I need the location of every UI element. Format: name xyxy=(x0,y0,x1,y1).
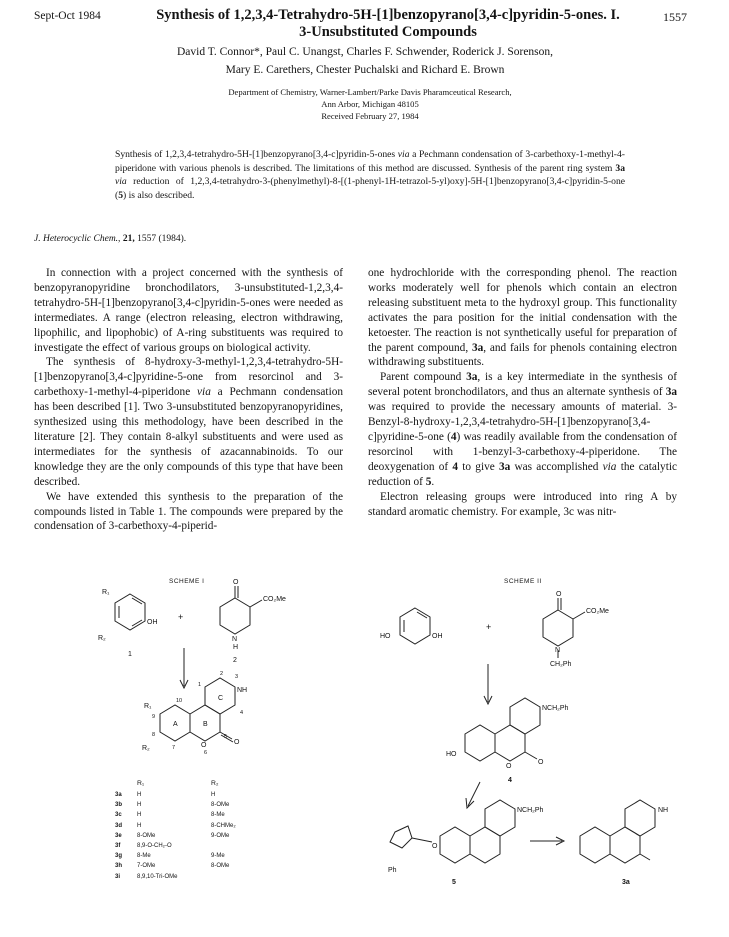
compound-4-ring-a xyxy=(465,725,495,761)
table-cell: H xyxy=(137,812,142,819)
received-date: Received February 27, 1984 xyxy=(321,111,419,121)
paragraph: Electron releasing groups were introduced into ring A by standard aromatic chemistry. For example, 3c was nitr- xyxy=(368,490,677,518)
affiliation-line-1: Department of Chemistry, Warner-Lambert/Parke Davis Pharamceutical Research, xyxy=(228,87,512,97)
position-7: 7 xyxy=(172,745,176,751)
position-4: 4 xyxy=(240,710,244,716)
position-2: 2 xyxy=(220,671,224,677)
label-oh: OH xyxy=(147,619,158,626)
scheme-2-diagram xyxy=(370,586,700,886)
table-cell: 8-OMe xyxy=(211,802,230,809)
bond xyxy=(250,600,262,607)
paragraph-text: one hydrochloride with the corresponding phenol. The reaction works moderately well for phenols which contain an electron releasing substituent meta to the hydroxyl group. This functionality activates the para position for the initial condensation with the ketoester. The reaction is not synthetically useful for preparation of the parent compound, xyxy=(368,267,677,354)
piperidone-ring xyxy=(543,610,573,646)
table-header-cell: R₁ xyxy=(137,779,145,787)
table-cell: H xyxy=(211,792,216,799)
body-column-left xyxy=(34,266,343,534)
bond xyxy=(573,612,585,619)
compound-id: 3a xyxy=(115,792,122,799)
label-nch2ph: NCH₂Ph xyxy=(542,705,569,712)
table-cell: H xyxy=(137,822,142,829)
table-row xyxy=(115,790,295,800)
table-cell: 9-OMe xyxy=(211,832,230,839)
compound-id: 3h xyxy=(115,863,123,870)
abstract-text: ) is also described. xyxy=(123,189,195,201)
position-8: 8 xyxy=(152,732,156,738)
label-oh: OH xyxy=(432,633,443,640)
table-cell: 9-Me xyxy=(211,853,225,860)
abstract-text: a Pechmann condensation of 3-carbethoxy-1-methyl-4-piperidone with various phenols is described. The limitations of this method are discussed. Synthesis of the parent ring system xyxy=(115,149,625,174)
label-ph: Ph xyxy=(388,867,397,874)
paragraph-text: via xyxy=(197,386,211,399)
label-o: O xyxy=(233,579,239,586)
label-o-ether: O xyxy=(432,843,438,850)
label-r2: R₂ xyxy=(98,635,106,642)
label-ho: HO xyxy=(380,633,391,640)
paragraph-text: ) was readily available from the condensation of resorcinol with 1-benzyl-3-carbethoxy-4-piperidone. The deoxygenation of xyxy=(368,430,678,473)
table-row xyxy=(115,810,295,820)
paragraph-text: , and fails for phenols containing electron withdrawing substituents. xyxy=(368,341,677,369)
compound-4-label: 4 xyxy=(508,777,512,784)
label-ch2ph: CH₂Ph xyxy=(550,661,572,668)
compound-5-label: 5 xyxy=(452,879,456,886)
ring-a-label: A xyxy=(173,721,178,728)
paragraph-text: was required to provide the necessary amounts of material. 3-Benzyl-8-hydroxy-1,2,3,4-tetrahydro-5H-[1]benzopyrano[3,4-c]pyridine-5-one ( xyxy=(368,401,677,443)
abstract-via: via xyxy=(115,176,127,188)
position-9: 9 xyxy=(152,714,156,720)
position-6: 6 xyxy=(204,750,208,756)
compound-3a-ring-b xyxy=(610,827,640,863)
table-row xyxy=(115,831,295,841)
substituent-table xyxy=(115,776,295,882)
compound-ref: 3a xyxy=(615,162,625,174)
label-n: N xyxy=(555,647,561,654)
reaction-arrow xyxy=(468,782,480,806)
bond xyxy=(417,612,427,618)
compound-id: 3e xyxy=(115,832,122,839)
table-cell: 8-OMe xyxy=(137,832,156,839)
table-cell: 8-Me xyxy=(137,853,151,860)
plus-sign: + xyxy=(178,612,184,622)
paragraph-text: via xyxy=(602,460,617,473)
compound-ref: 3a xyxy=(466,371,478,384)
table-row xyxy=(115,872,295,882)
position-3: 3 xyxy=(235,674,239,680)
paragraph-text: to give xyxy=(458,460,499,473)
label-o-carbonyl: O xyxy=(234,739,240,746)
compound-ref: 3a xyxy=(471,341,484,354)
label-co2me: CO₂Me xyxy=(586,608,609,615)
table-header xyxy=(115,776,295,790)
affiliation-line-2: Ann Arbor, Michigan 48105 xyxy=(321,99,419,109)
compound-ref: 4 xyxy=(450,430,457,443)
table-row xyxy=(115,821,295,831)
bond xyxy=(412,838,432,842)
label-o: O xyxy=(556,591,562,598)
label-o-ring: O xyxy=(506,763,512,770)
paragraph: We have extended this synthesis to the preparation of the compounds listed in Table 1. The compounds were prepared by the condensation of 3-carbethoxy-4-piperid- xyxy=(34,490,343,533)
paper-title: Synthesis of 1,2,3,4-Tetrahydro-5H-[1]benzopyrano[3,4-c]pyridin-5-ones. I. xyxy=(156,7,620,23)
paragraph-text: The synthesis of 8-hydroxy-3-methyl-1,2,3,4-tetrahydro-5H-[1]benzopyrano[3,4-c]pyridine-5-one from resorcinol and 3-carbethoxy-1-methyl-4-piperidone xyxy=(34,356,343,399)
compound-1-label: 1 xyxy=(128,651,132,658)
bond xyxy=(132,620,142,626)
abstract-via: via xyxy=(397,149,410,160)
table-cell: 8-CHMe₂ xyxy=(211,822,236,829)
label-o-carbonyl: O xyxy=(538,759,544,766)
compound-3a-ring-a xyxy=(580,827,610,863)
ring-b-label: B xyxy=(203,721,208,728)
compound-id: 3b xyxy=(115,802,123,809)
table-cell: 8-Me xyxy=(211,812,225,819)
compound-id: 3c xyxy=(115,812,122,819)
label-r1-product: R₁ xyxy=(144,703,152,710)
compound-ref: 3a xyxy=(498,460,511,473)
ring-c-label: C xyxy=(218,695,224,702)
table-cell: 7-OMe xyxy=(137,863,156,870)
compound-5-ring-a xyxy=(440,827,470,863)
abstract xyxy=(115,148,625,202)
compound-5-ring-b xyxy=(470,827,500,863)
label-ho-4: HO xyxy=(446,751,457,758)
position-5: 5 xyxy=(224,734,228,740)
paragraph xyxy=(34,355,343,489)
paragraph-text: the catalytic reduction of xyxy=(368,460,677,488)
running-date: Sept-Oct 1984 xyxy=(34,10,101,22)
compound-4-ring-c xyxy=(510,698,540,734)
paragraph-text: . xyxy=(431,475,435,488)
label-r1: R₁ xyxy=(102,589,110,596)
compound-4-ring-b xyxy=(495,725,525,761)
label-n: N xyxy=(232,636,238,643)
paragraph-text: a Pechmann condensation has been described [1]. Two 3-unsubstituted benzopyranopyridines, synthesized using this methodology, have been described in the literature [2]. They contain 8-alkyl substituents and were used as intermediates for the synthesis of azacannabinoids. To our knowledge they are the only compounds of this type that have been described. xyxy=(34,386,343,488)
compound-3a-label: 3a xyxy=(622,879,630,886)
compound-ref: 3a xyxy=(665,386,677,399)
table-body xyxy=(115,790,295,882)
abstract-text: Synthesis of 1,2,3,4-tetrahydro-5H-[1]benzopyrano[3,4-c]pyridin-5-ones xyxy=(115,149,398,160)
table-cell: H xyxy=(137,802,142,809)
journal-volume: 21, xyxy=(122,234,135,244)
label-r2-product: R₂ xyxy=(142,745,150,752)
scheme-1-diagram xyxy=(80,574,370,774)
journal-pages: 1557 (1984). xyxy=(137,234,187,244)
compound-id: 3i xyxy=(115,873,121,880)
compound-3a-ring-c xyxy=(625,800,655,836)
compound-ref: 4 xyxy=(452,460,459,473)
compound-5-ring-c xyxy=(485,800,515,836)
label-nh: NH xyxy=(237,687,248,694)
position-1: 1 xyxy=(198,682,202,688)
label-o-ring: O xyxy=(201,742,207,749)
paragraph xyxy=(368,370,677,489)
paper-subtitle: 3-Unsubstituted Compounds xyxy=(299,24,477,40)
tetrazole-ring xyxy=(390,826,412,848)
page-number: 1557 xyxy=(663,10,687,24)
compound-ref: 5 xyxy=(118,189,123,201)
label-co2me: CO₂Me xyxy=(263,596,286,603)
position-10: 10 xyxy=(176,698,183,704)
piperidone-ring xyxy=(220,598,250,634)
paragraph-text: , is a key intermediate in the synthesis of several potent bronchodilators, and thus an alternate synthesis of xyxy=(368,371,677,399)
compound-ref: 5 xyxy=(425,475,432,488)
paragraph-text: was accomplished xyxy=(510,460,603,473)
paragraph xyxy=(368,266,677,370)
label-nh: NH xyxy=(658,807,669,814)
authors-line-1: David T. Connor*, Paul C. Unangst, Charles F. Schwender, Roderick J. Sorenson, xyxy=(176,46,554,58)
carbonyl-bond xyxy=(640,854,650,860)
table-row xyxy=(115,861,295,871)
compound-id: 3f xyxy=(115,843,121,850)
plus-sign: + xyxy=(486,622,492,632)
table-cell: 8-OMe xyxy=(211,863,230,870)
compound-2-label: 2 xyxy=(233,657,237,664)
abstract-text: reduction of 1,2,3,4-tetrahydro-3-(phenylmethyl)-8-[(1-phenyl-1H-tetrazol-5-yl)oxy]-5H-[1]benzopyrano[3,4-c]pyridin-5-one ( xyxy=(115,176,625,201)
body-column-right xyxy=(368,266,677,519)
journal-citation xyxy=(34,234,186,244)
scheme-2-title: SCHEME II xyxy=(504,578,542,585)
label-nch2ph-5: NCH₂Ph xyxy=(517,807,544,814)
table-cell: 8,9,10-Tri-OMe xyxy=(137,873,178,880)
scheme-1-title: SCHEME I xyxy=(169,578,205,585)
carbonyl-bond xyxy=(525,752,537,759)
table-cell: 8,9-O-CH₂-O xyxy=(137,843,172,850)
compound-id: 3g xyxy=(115,853,123,860)
authors-line-2: Mary E. Carethers, Chester Puchalski and Richard E. Brown xyxy=(225,64,505,76)
table-header-cell: R₂ xyxy=(211,779,219,787)
label-h: H xyxy=(233,644,239,651)
paragraph-text: Parent compound xyxy=(380,371,467,384)
table-row xyxy=(115,851,295,861)
compound-id: 3d xyxy=(115,822,123,829)
table-row xyxy=(115,800,295,810)
journal-name: J. Heterocyclic Chem., xyxy=(34,234,121,244)
bond xyxy=(132,598,142,604)
table-cell: H xyxy=(137,792,142,799)
table-row xyxy=(115,841,295,851)
paragraph: In connection with a project concerned with the synthesis of benzopyranopyridine bronchodilators, 3-unsubstituted-1,2,3,4-tetrahydro-5H-[1]benzopyrano[3,4-c]pyridin-5-ones were needed as intermediates. A range (electron releasing, electron withdrawing, lipophilic, and lipophobic) of A-ring substituents was required to investigate the effect of various groups on biological activity. xyxy=(34,267,343,354)
